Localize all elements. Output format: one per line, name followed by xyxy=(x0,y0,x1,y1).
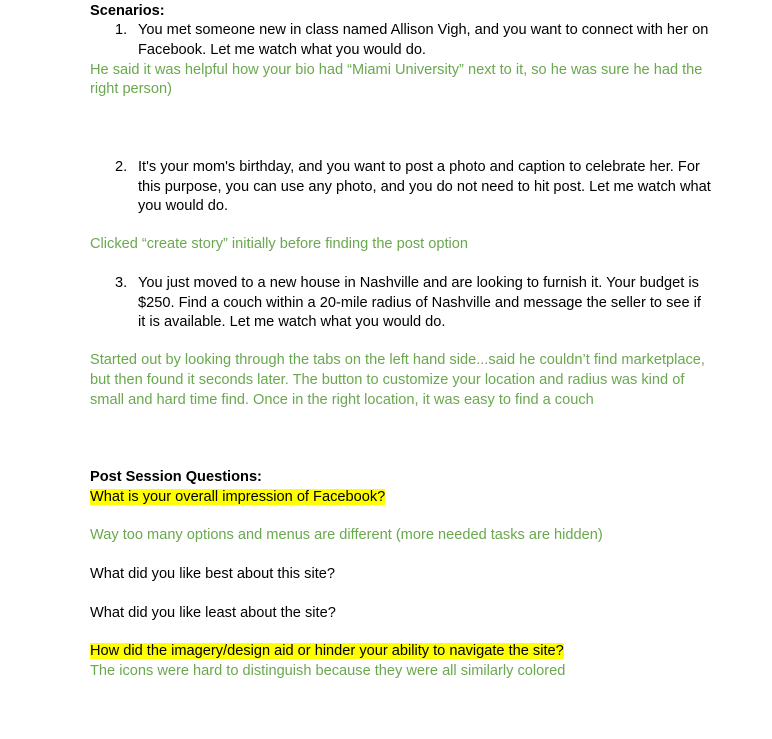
scenario-1-note-line-2: right person) xyxy=(90,81,172,97)
scenario-3-text-line-2: $250. Find a couch within a 20-mile radius of Nashville and message the seller to see if xyxy=(138,295,701,311)
post-session-heading: Post Session Questions: xyxy=(90,469,262,485)
scenario-1-number: 1. xyxy=(115,22,128,38)
question-imagery-design xyxy=(90,641,564,661)
scenario-3-text-line-1: You just moved to a new house in Nashville and are looking to furnish it. Your budget is xyxy=(138,275,699,291)
scenarios-heading: Scenarios: xyxy=(90,3,165,19)
scenario-1-text-line-1: You met someone new in class named Allison Vigh, and you want to connect with her on xyxy=(138,22,709,38)
scenario-3-number: 3. xyxy=(115,275,128,291)
scenario-2-number: 2. xyxy=(115,159,128,175)
scenario-3-text-line-3: it is available. Let me watch what you would do. xyxy=(138,314,446,330)
scenario-3-note-line-1: Started out by looking through the tabs on the left hand side...said he couldn’t find marketplace, xyxy=(90,352,705,368)
answer-imagery-design: The icons were hard to distinguish because they were all similarly colored xyxy=(90,663,566,679)
scenario-2-text-line-1: It's your mom's birthday, and you want to post a photo and caption to celebrate her. For xyxy=(138,159,700,175)
question-like-best: What did you like best about this site? xyxy=(90,566,335,582)
scenario-1-note-line-1: He said it was helpful how your bio had “Miami University” next to it, so he was sure he had the xyxy=(90,62,703,78)
question-overall-impression xyxy=(90,487,385,507)
highlighted-question-4: How did the imagery/design aid or hinder your ability to navigate the site? xyxy=(90,643,564,659)
highlighted-question-1: What is your overall impression of Facebook? xyxy=(90,489,386,505)
scenario-2-text-line-2: this purpose, you can use any photo, and you do not need to hit post. Let me watch what xyxy=(138,179,711,195)
scenario-2-text-line-3: you would do. xyxy=(138,198,229,214)
scenario-3-note-line-2: but then found it seconds later. The button to customize your location and radius was kind of xyxy=(90,372,685,388)
question-like-least: What did you like least about the site? xyxy=(90,605,336,621)
scenario-3-note-line-3: small and hard time find. Once in the right location, it was easy to find a couch xyxy=(90,392,594,408)
scenario-2-note-line-1: Clicked “create story” initially before finding the post option xyxy=(90,236,469,252)
answer-overall-impression: Way too many options and menus are different (more needed tasks are hidden) xyxy=(90,527,603,543)
scenario-1-text-line-2: Facebook. Let me watch what you would do. xyxy=(138,42,426,58)
